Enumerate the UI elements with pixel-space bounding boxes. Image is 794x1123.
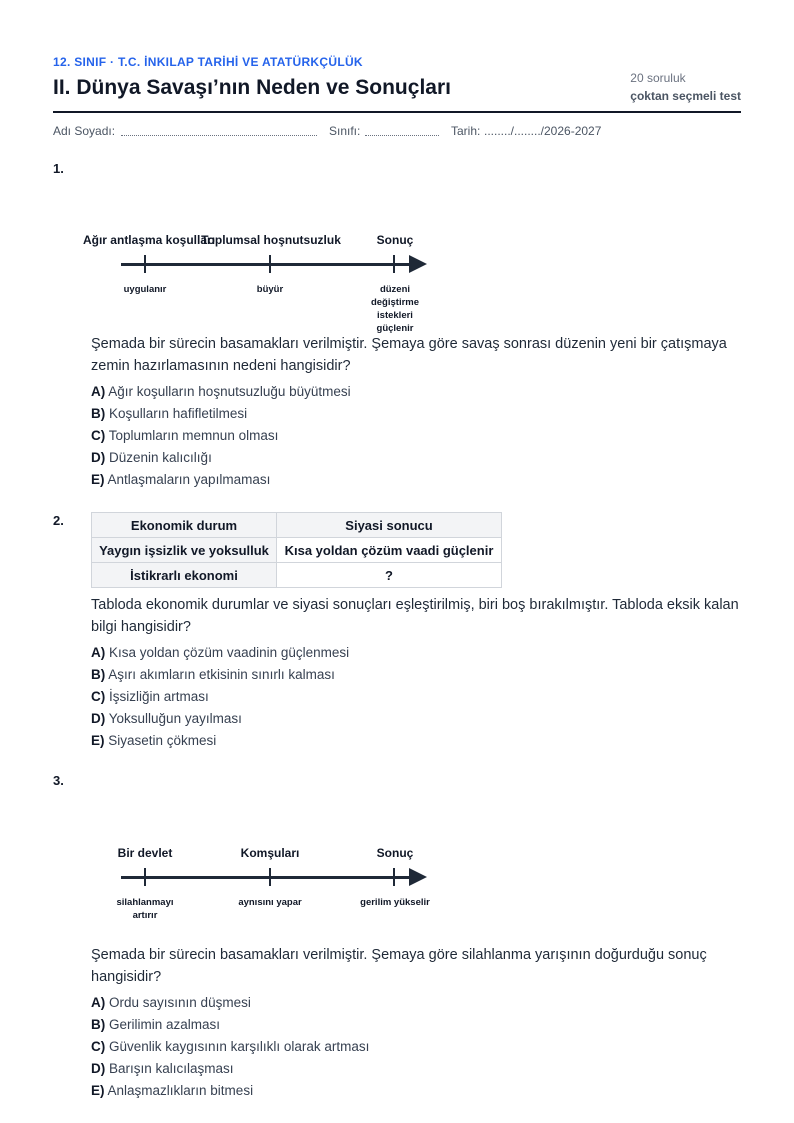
table-header-row: [92, 513, 502, 538]
option-d[interactable]: [91, 1058, 741, 1080]
question-1-number: 1.: [53, 161, 64, 176]
flow-tick: [144, 868, 146, 886]
option-text: Güvenlik kaygısının karşılıklı olarak artması: [109, 1039, 370, 1054]
flow-tick: [393, 868, 395, 886]
option-text: Gerilimin azalması: [109, 1017, 221, 1032]
question-count: 20 soruluk: [630, 71, 686, 85]
option-letter: C): [91, 428, 106, 443]
option-letter: A): [91, 645, 106, 660]
option-a[interactable]: [91, 381, 741, 403]
option-a[interactable]: [91, 992, 741, 1014]
flow-step-detail: düzeni değiştirme istekleri güçlenir: [370, 284, 420, 334]
question-2-options: [91, 642, 741, 752]
flow-step-title: Sonuç: [376, 846, 414, 860]
option-text: Düzenin kalıcılığı: [109, 450, 212, 465]
date-label: Tarih:: [451, 124, 481, 138]
table-cell-missing: ?: [277, 563, 502, 588]
option-e[interactable]: [91, 730, 741, 752]
option-text: Antlaşmaların yapılmaması: [107, 472, 271, 487]
option-e[interactable]: [91, 1080, 741, 1102]
question-2-number: 2.: [53, 513, 64, 528]
flow-step-detail: büyür: [256, 284, 284, 295]
flow-step-detail: silahlanmayı artırır: [116, 897, 174, 921]
flow-step-title: Bir devlet: [117, 846, 173, 860]
page-title: II. Dünya Savaşı’nın Neden ve Sonuçları: [53, 76, 451, 99]
class-label: Sınıfı:: [329, 124, 361, 138]
option-c[interactable]: [91, 1036, 741, 1058]
option-letter: B): [91, 667, 106, 682]
flow-step-title: Komşuları: [240, 846, 300, 860]
option-letter: B): [91, 406, 106, 421]
option-text: Ordu sayısının düşmesi: [109, 995, 251, 1010]
flow-step-title: Sonuç: [376, 233, 414, 247]
option-text: Toplumların memnun olması: [108, 428, 279, 443]
table-cell: İstikrarlı ekonomi: [92, 563, 277, 588]
option-b[interactable]: [91, 664, 741, 686]
option-letter: D): [91, 1061, 106, 1076]
option-letter: A): [91, 384, 106, 399]
flow-arrow-head: [409, 255, 427, 273]
option-letter: B): [91, 1017, 106, 1032]
option-text: Aşırı akımların etkisinin sınırlı kalması: [108, 667, 335, 682]
option-letter: A): [91, 995, 106, 1010]
question-1-flow-diagram: [82, 233, 431, 334]
option-b[interactable]: [91, 1014, 741, 1036]
option-c[interactable]: [91, 686, 741, 708]
table-row: [92, 538, 502, 563]
question-3-options: [91, 992, 741, 1102]
name-blank[interactable]: [121, 135, 317, 136]
flow-tick: [144, 255, 146, 273]
table-cell: Kısa yoldan çözüm vaadi güçlenir: [277, 538, 502, 563]
name-label: Adı Soyadı:: [53, 124, 116, 138]
date-value: ......../......../2026-2027: [484, 124, 602, 138]
table-header: Ekonomik durum: [92, 513, 277, 538]
flow-step-detail: uygulanır: [123, 284, 167, 295]
option-d[interactable]: [91, 708, 741, 730]
option-letter: C): [91, 689, 106, 704]
option-text: Barışın kalıcılaşması: [109, 1061, 234, 1076]
question-3: [91, 846, 741, 1102]
option-text: İşsizliğin artması: [109, 689, 209, 704]
option-text: Anlaşmazlıkların bitmesi: [107, 1083, 254, 1098]
header-divider: [53, 111, 741, 113]
question-2-table: [91, 512, 502, 588]
option-letter: D): [91, 711, 106, 726]
option-d[interactable]: [91, 447, 741, 469]
flow-tick: [269, 868, 271, 886]
option-c[interactable]: [91, 425, 741, 447]
table-cell: Yaygın işsizlik ve yoksulluk: [92, 538, 277, 563]
class-blank[interactable]: [365, 135, 439, 136]
option-text: Ağır koşulların hoşnutsuzluğu büyütmesi: [108, 384, 351, 399]
question-3-flow-diagram: [91, 846, 431, 944]
option-text: Kısa yoldan çözüm vaadinin güçlenmesi: [109, 645, 350, 660]
test-meta: [630, 71, 741, 103]
table-row: [92, 563, 502, 588]
question-2-stem: Tabloda ekonomik durumlar ve siyasi sonuçları eşleştirilmiş, biri boş bırakılmıştır. Tabloda eksik kalan bilgi hangisidir?: [91, 597, 739, 635]
flow-tick: [269, 255, 271, 273]
subject-line: 12. SINIF · T.C. İNKILAP TARİHİ VE ATATÜRKÇÜLÜK: [53, 55, 363, 69]
option-e[interactable]: [91, 469, 741, 491]
table-header: Siyasi sonucu: [277, 513, 502, 538]
question-1-stem: Şemada bir sürecin basamakları verilmiştir. Şemaya göre savaş sonrası düzenin yeni bir çatışmaya zemin hazırlamasının nedeni hangisidir?: [91, 336, 727, 374]
question-3-stem: Şemada bir sürecin basamakları verilmiştir. Şemaya göre silahlanma yarışının doğurduğu sonuç hangisidir?: [91, 947, 707, 985]
option-letter: C): [91, 1039, 106, 1054]
flow-step-detail: gerilim yükselir: [360, 897, 430, 908]
flow-step-detail: aynısını yapar: [238, 897, 302, 908]
option-b[interactable]: [91, 403, 741, 425]
flow-step-title: Ağır antlaşma koşulları: [82, 233, 216, 247]
question-1-options: [91, 381, 741, 491]
option-letter: E): [91, 472, 105, 487]
option-text: Koşulların hafifletilmesi: [109, 406, 248, 421]
question-3-number: 3.: [53, 773, 64, 788]
test-type: çoktan seçmeli test: [630, 89, 741, 103]
option-text: Siyasetin çökmesi: [108, 733, 217, 748]
option-letter: D): [91, 450, 106, 465]
option-a[interactable]: [91, 642, 741, 664]
question-2: [91, 512, 741, 752]
option-letter: E): [91, 733, 105, 748]
option-text: Yoksulluğun yayılması: [108, 711, 242, 726]
flow-step-title: Toplumsal hoşnutsuzluk: [201, 233, 341, 247]
flow-tick: [393, 255, 395, 273]
flow-arrow-head: [409, 868, 427, 886]
option-letter: E): [91, 1083, 105, 1098]
question-1: [82, 233, 741, 491]
